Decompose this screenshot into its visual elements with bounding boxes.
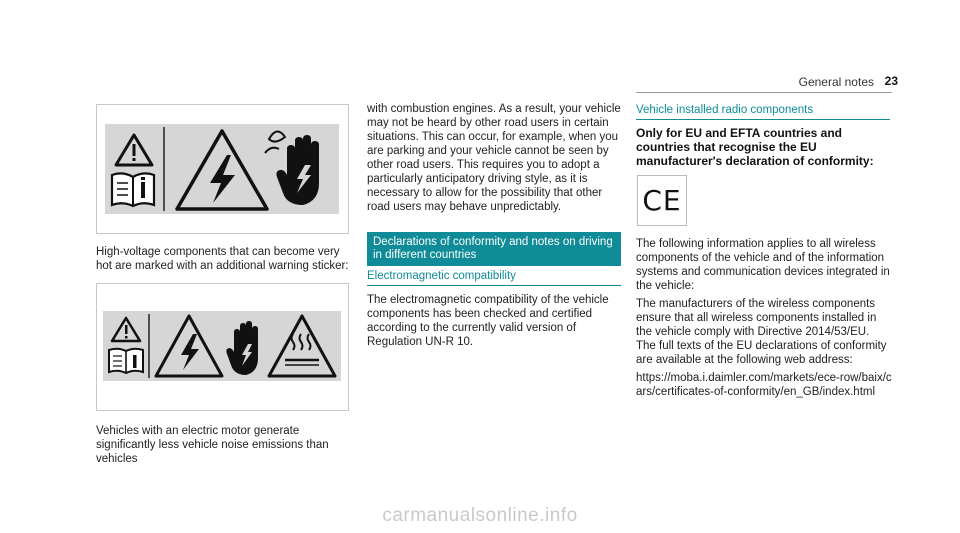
radio-components-subheading: Vehicle installed radio components	[636, 103, 890, 120]
ce-mark-figure	[637, 175, 687, 226]
wireless-info-paragraph	[636, 237, 892, 403]
emc-subheading: Electromagnetic compatibility	[367, 269, 621, 286]
section-heading-box: Declarations of conformity and notes on driving in different countries	[367, 232, 621, 266]
eu-efta-heading: Only for EU and EFTA countries and countries that recognise the EU manufacturer's declaration of conformity:	[636, 126, 874, 168]
figure-1-caption: High-voltage components that can become very hot are marked with an additional warning sticker:	[96, 246, 349, 272]
header-rule	[636, 92, 892, 93]
page-number: 23	[884, 74, 898, 88]
declaration-url[interactable]: https://moba.i.daimler.com/markets/ece-row/baix/cars/certificates-of-conformity/en_GB/index.html	[636, 372, 892, 398]
warning-sticker-1-graphic	[97, 105, 348, 233]
warning-sticker-2-graphic	[97, 284, 348, 410]
wireless-applies-text: The following information applies to all wireless components of the vehicle and of the information systems and communication devices integrated in the vehicle:	[636, 238, 890, 292]
manual-book-icon	[112, 173, 154, 206]
running-header: General notes	[798, 75, 874, 89]
warning-sticker-figure-2	[96, 283, 349, 411]
noise-paragraph: with combustion engines. As a result, your vehicle may not be heard by other road users in certain situations. This can occur, for example, when you are parking and your vehicle cannot be seen by other road users. This requires you to adopt a particularly anticipatory driving style, as it is necessary to allow for the possibility that other road users may behave unpredictably.	[367, 103, 621, 213]
warning-sticker-figure-1	[96, 104, 349, 234]
directive-text: The manufacturers of the wireless components ensure that all wireless components installed in the vehicle comply with Directive 2014/53/EU. The full texts of the EU declarations of conformity are available at the following web address:	[636, 298, 887, 366]
emc-paragraph: The electromagnetic compatibility of the vehicle components has been checked and certified according to the currently valid version of Regulation UN-R 10.	[367, 294, 609, 348]
figure-2-caption: Vehicles with an electric motor generate significantly less vehicle noise emissions than vehicles	[96, 425, 329, 465]
ce-mark-icon: CE	[642, 184, 682, 217]
manual-book-icon	[109, 349, 143, 373]
watermark: carmanualsonline.info	[382, 505, 578, 526]
